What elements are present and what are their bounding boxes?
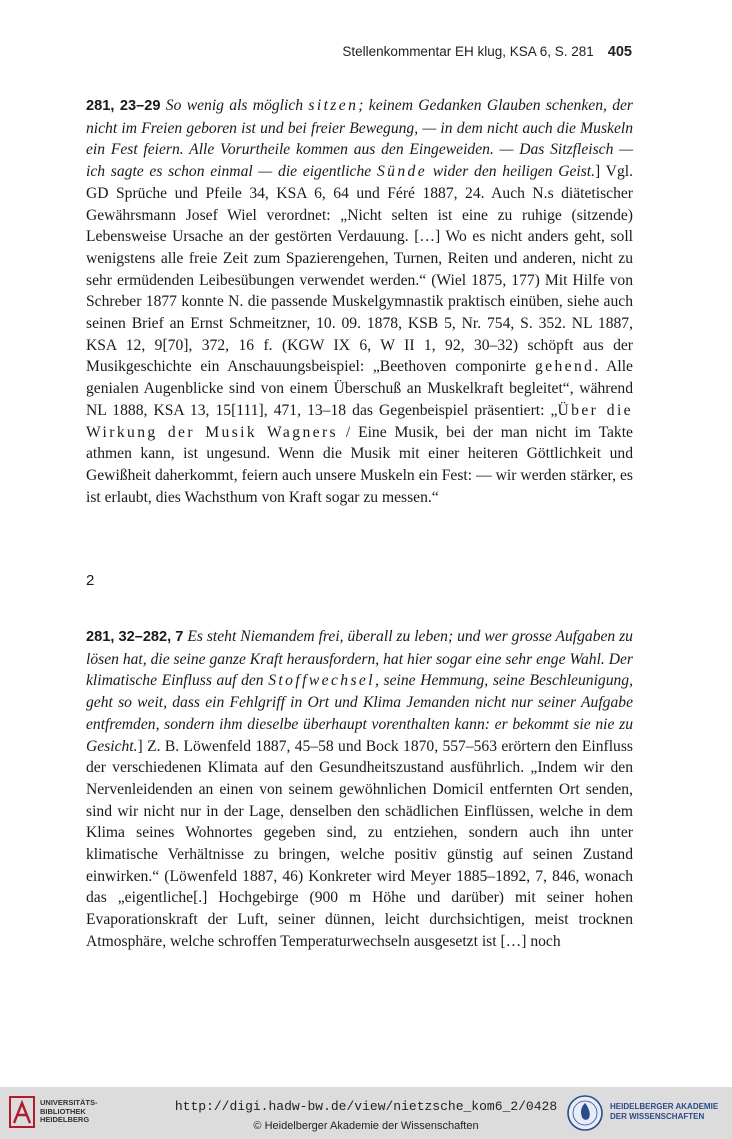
entry-lemma (86, 628, 633, 755)
page-number: 405 (607, 44, 632, 60)
spaced-text: Über die Wirkung der Musik Wagners (86, 401, 633, 441)
lemma-text: wider den heiligen Geist. (427, 163, 596, 181)
entry-body: ] Z. B. Löwenfeld 1887, 45–58 und Bock 1870, 557–563 erörtern den Einfluss der verschiedenen Klimata auf den Gesundheitszustand ausführlich. „Indem wir den Nervenleidenden an einen von seinem gewöhnlichen Domicil entfernten Ort senden, sind wir nicht nur in der Lage, denselben den schädlichen Einflüssen, welche in dem Klima seines Wohnortes gegeben sind, zu entziehen, sondern auch ihn unter klimatische Verhältnisse zu bringen, welche positiv günstig auf seinen Zustand einwirken.“ (Löwenfeld 1887, 46) Konkreter wird Meyer 1885–1892, 7, 846, wonach das „eigentliche[.] Hochgebirge (900 m Höhe und darüber) mit seiner hohen Evaporationskraft der Luft, seiner dünnen, leicht durchsichtigen, meist trocknen Atmosphäre, welche schroffen Temperaturwechseln ausgesetzt ist […] noch (86, 737, 633, 950)
spaced-text: Stoffwechsel (268, 672, 375, 690)
commentary-entry-2 (86, 626, 633, 953)
academy-label (610, 1102, 718, 1122)
entry-lemma (86, 97, 633, 180)
ub-label-line: UNIVERSITÄTS- (40, 1098, 98, 1107)
commentary-entry-1 (86, 95, 633, 508)
entry-body: ] Vgl. GD Sprüche und Pfeile 34, KSA 6, 64 und Féré 1887, 24. Auch N.s diätetischer Gewährsmann Josef Wiel verordnet: „Nicht selten ist eine zu ruhige (sitzende) Lebensweise Ursache an der gestörten Verdauung. […] Wo es nicht anders geht, soll wenigstens alle freie Zeit zum Spazierengehen, Turnen, Reiten und anderen, nicht zu sehr ermüdenden Leibesübungen verwendet werden.“ (Wiel 1875, 177) Mit Hilfe von Schreber 1877 konnte N. die passende Muskelgymnastik praktisch einüben, siehe auch seinen Brief an Ernst Schmeitzner, 10. 09. 1878, KSB 5, Nr. 754, S. 352. NL 1887, KSA 12, 9[70], 372, 16 f. (KGW IX 6, W II 1, 92, 30–32) schöpft aus der Musikgeschichte ein Anschauungsbeispiel: „Beethoven componirte (86, 163, 633, 376)
lemma-text: ; keinem Gedanken Glauben schenken, der nicht im Freien geboren ist und bei freier Bewegung, — in dem nicht auch die Muskeln ein Fest feiern. Alle Vorurtheile kommen aus den Eingeweiden. — Das Sitzfleisch — ich sagte es schon einmal — die eigentliche (86, 97, 633, 181)
ub-label-line: HEIDELBERG (40, 1115, 90, 1124)
copyright-notice: © Heidelberger Akademie der Wissenschaften (253, 1120, 479, 1132)
spaced-text: sitzen (308, 97, 359, 114)
running-head (86, 44, 632, 60)
permalink-url[interactable]: http://digi.hadw-bw.de/view/nietzsche_kom6_2/0428 (174, 1099, 558, 1114)
footer-bar (0, 1087, 732, 1139)
academy-seal-icon (566, 1094, 604, 1132)
ub-label-line: BIBLIOTHEK (40, 1106, 86, 1116)
lemma-text: , seine Hemmung, seine Beschleunigung, geht so weit, dass ein Fehlgriff in Ort und Klima Jemanden nicht nur seiner Aufgabe entfremden, sondern ihm dieselbe überhaupt vorenthalten kann: er bekommt sie nie zu Gesicht. (86, 672, 633, 755)
spaced-text: Sünde (376, 163, 428, 181)
running-head-title: Stellenkommentar EH klug, KSA 6, S. 281 (342, 44, 594, 59)
lemma-text: Es steht Niemandem frei, überall zu leben; und wer grosse Aufgaben zu lösen hat, die seine ganze Kraft herausfordern, hat hier sogar eine sehr enge Wahl. Der klimatische Einfluss auf den (86, 628, 633, 690)
entry-body: / Eine Musik, bei der man nicht im Takte athmen kann, ist ungesund. Wenn die Musik mit einer heiteren Göttlichkeit und Gewißheit daherkommt, feiern auch unsere Muskeln ein Fest: — wir werden stärker, es ist erlaubt, dies Wachsthum von Kraft sogar zu messen.“ (86, 423, 633, 506)
section-number: 2 (86, 572, 95, 589)
academy-label-line: HEIDELBERGER AKADEMIE (610, 1102, 719, 1111)
academy-label-line: DER WISSENSCHAFTEN (610, 1112, 705, 1121)
entry-reference: 281, 23–29 (86, 98, 161, 114)
lemma-text: So wenig als möglich (165, 97, 309, 114)
entry-body: . Alle genialen Augenblicke sind von einem Überschuß an Muskelkraft begleitet“, während NL 1888, KSA 13, 15[111], 471, 13–18 das Gegenbeispiel präsentiert: „ (86, 358, 633, 419)
spaced-text: gehend (534, 358, 595, 376)
entry-reference: 281, 32–282, 7 (86, 629, 184, 645)
